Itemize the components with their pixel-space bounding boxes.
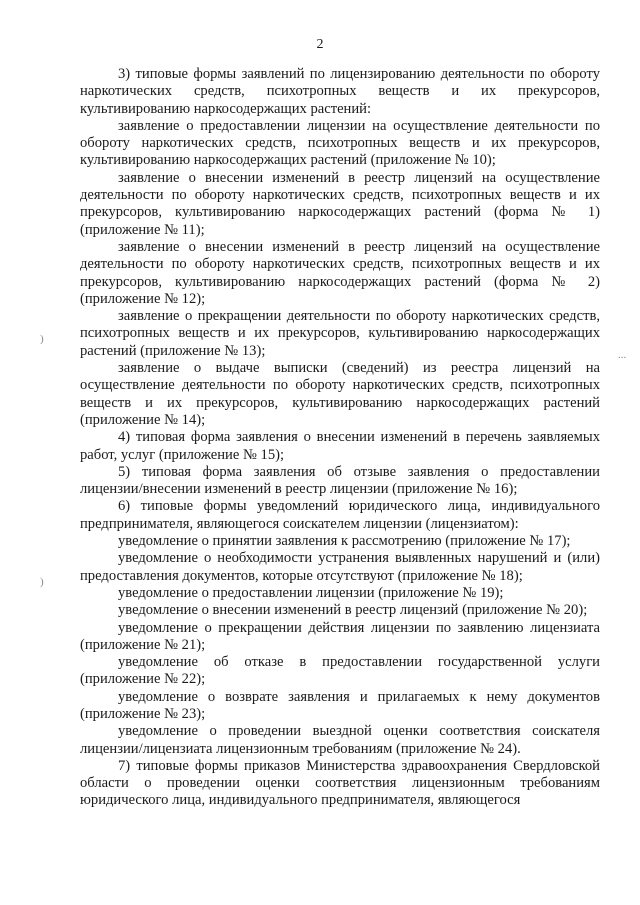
document-body — [80, 66, 600, 810]
paragraph-item-7: 7) типовые формы приказов Министерства здравоохранения Свердловской области о проведении оценки соответствия лицензионным требованиям юридического лица, индивидуального предпринимателя, являющегося — [80, 757, 600, 809]
paragraph-item-3-heading: 3) типовые формы заявлений по лицензированию деятельности по обороту наркотических средств, психотропных веществ и их прекурсоров, культивированию наркосодержащих растений: — [80, 66, 600, 117]
paragraph-item-4: 4) типовая форма заявления о внесении изменений в перечень заявляемых работ, услуг (приложение № 15); — [80, 429, 600, 463]
paragraph-notice-accepted: уведомление о принятии заявления к рассмотрению (приложение № 17); — [118, 533, 571, 550]
paragraph-notice-license-granted: уведомление о предоставлении лицензии (приложение № 19); — [118, 584, 504, 601]
paragraph-item-5: 5) типовая форма заявления об отзыве заявления о предоставлении лицензии/внесении изменений в реестр лицензии (приложение № 16); — [80, 463, 600, 498]
paragraph-notice-return: уведомление о возврате заявления и прилагаемых к нему документов (приложение № 23); — [80, 688, 600, 722]
paragraph-application-registry-change-form2: заявление о внесении изменений в реестр лицензий на осуществление деятельности по обороту наркотических средств, психотропных веществ и их прекурсоров, культивированию наркосодержащих растений (форма № 2) (приложение № 12); — [80, 238, 600, 307]
paragraph-application-termination: заявление о прекращении деятельности по обороту наркотических средств, психотропных веществ и их прекурсоров, культивированию наркосодержащих растений (приложение № 13); — [80, 308, 600, 359]
page-number: 2 — [316, 37, 324, 52]
paragraph-notice-onsite-assessment: уведомление о проведении выездной оценки соответствия соискателя лицензии/лицензиата лицензионным требованиям (приложение № 24). — [80, 723, 600, 757]
paragraph-item-6-heading: 6) типовые формы уведомлений юридического лица, индивидуального предпринимателя, являющегося соискателем лицензии (лицензиатом): — [80, 498, 600, 532]
paragraph-application-license-grant: заявление о предоставлении лицензии на осуществление деятельности по обороту наркотических средств, психотропных веществ и их прекурсоров, культивированию наркосодержащих растений (приложение № 10); — [80, 117, 600, 169]
margin-mark-left: ) — [40, 576, 44, 588]
margin-mark-left: ) — [40, 333, 44, 345]
paragraph-application-registry-change-form1: заявление о внесении изменений в реестр лицензий на осуществление деятельности по обороту наркотических средств, психотропных веществ и их прекурсоров, культивированию наркосодержащих растений (форма № 1) (приложение № 11); — [80, 169, 600, 238]
paragraph-notice-violations: уведомление о необходимости устранения выявленных нарушений и (или) предоставления документов, которые отсутствуют (приложение № 18); — [80, 550, 600, 584]
paragraph-notice-refusal: уведомление об отказе в предоставлении государственной услуги (приложение № 22); — [80, 654, 600, 688]
paragraph-application-registry-extract: заявление о выдаче выписки (сведений) из реестра лицензий на осуществление деятельности по обороту наркотических средств, психотропных веществ и их прекурсоров, культивированию наркосодержащих растений (приложение № 14); — [80, 360, 600, 428]
paragraph-notice-license-terminated: уведомление о прекращении действия лицензии по заявлению лицензиата (приложение № 21); — [80, 619, 600, 653]
margin-mark-right: ... — [618, 349, 627, 361]
paragraph-notice-registry-changed: уведомление о внесении изменений в реестр лицензий (приложение № 20); — [118, 602, 588, 619]
